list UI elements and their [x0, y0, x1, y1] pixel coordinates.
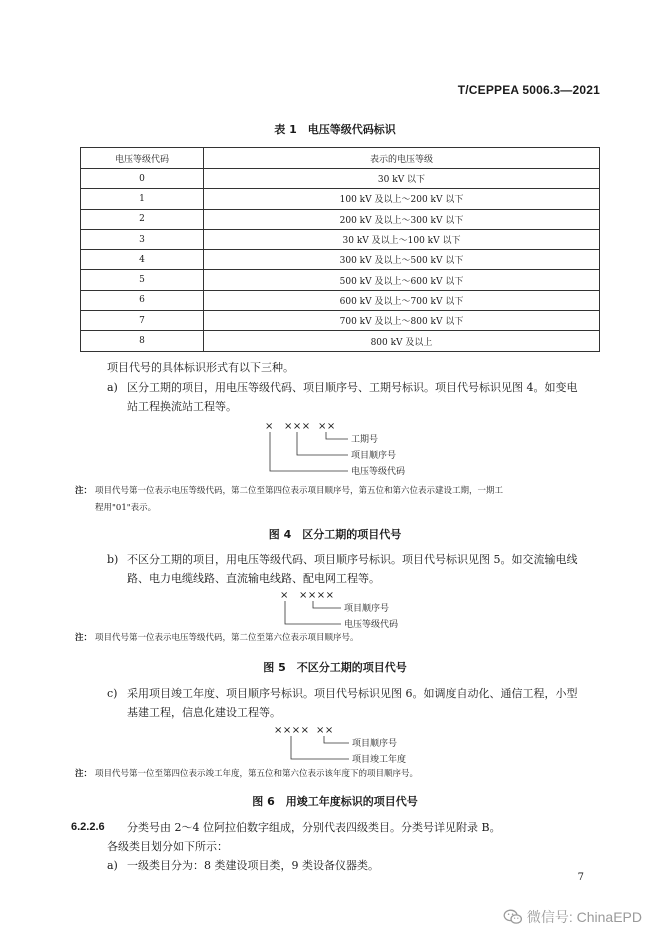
item-b-marker: b) [107, 553, 119, 566]
watermark: 微信号: ChinaEPD [503, 907, 642, 927]
page-number: 7 [577, 872, 584, 883]
section-line-1: 分类号由 2～4 位阿拉伯数字组成，分别代表四级类目。分类号详见附录 B。 [127, 821, 501, 834]
fig6-label-completion-year: 项目竣工年度 [352, 755, 407, 765]
fig4-label-phase: 工期号 [351, 435, 379, 445]
wechat-icon [503, 909, 523, 925]
fig4-code-digits-2-4: ××× [284, 421, 311, 432]
code-cell: 6 [81, 290, 204, 310]
code-cell: 4 [81, 250, 204, 270]
fig4-label-sequence: 项目顺序号 [351, 451, 397, 461]
item-c-text: 采用项目竣工年度、项目顺序号标识。项目代号标识见图 6。如调度自动化、通信工程，小型 基建工程，信息化建设工程等。 [127, 687, 578, 719]
voltage-cell: 500 kV 及以上～600 kV 以下 [204, 270, 600, 290]
section-number: 6.2.2.6 [71, 821, 105, 833]
fig6-note: 项目代号第一位至第四位表示竣工年度，第五位和第六位表示该年度下的项目顺序号。 [95, 769, 419, 779]
code-cell: 8 [81, 331, 204, 351]
code-cell: 2 [81, 209, 204, 229]
item-c-marker: c) [107, 687, 118, 700]
figure-5-caption: 图 5 不区分工期的项目代号 [263, 661, 407, 674]
code-cell: 0 [81, 169, 204, 189]
fig5-note-label: 注： [75, 633, 93, 643]
voltage-cell: 30 kV 以下 [204, 169, 600, 189]
column-header-voltage: 表示的电压等级 [204, 148, 600, 169]
section-line-2: 各级类目划分如下所示： [107, 840, 228, 853]
fig4-label-voltage-code: 电压等级代码 [351, 467, 406, 477]
fig5-code-digit-1: × [280, 590, 289, 601]
section-item-a-marker: a) [107, 859, 118, 872]
column-header-code: 电压等级代码 [81, 148, 204, 169]
figure-4-caption: 图 4 区分工期的项目代号 [268, 528, 402, 541]
fig4-note: 项目代号第一位表示电压等级代码，第二位至第四位表示项目顺序号，第五位和第六位表示建设工期，一期工 程用"01"表示。 [95, 486, 504, 513]
fig5-code-digits-2-5: ×××× [299, 590, 335, 601]
item-a-text: 区分工期的项目，用电压等级代码、项目顺序号、工期号标识。项目代号标识见图 4。如变电 站工程换流站工程等。 [127, 381, 578, 413]
fig6-note-label: 注： [75, 769, 93, 779]
standard-number: T/CEPPEA 5006.3—2021 [457, 83, 600, 97]
fig5-label-voltage-code: 电压等级代码 [344, 620, 399, 630]
item-b-text: 不区分工期的项目，用电压等级代码、项目顺序号标识。项目代号标识见图 5。如交流输电线 路、电力电缆线路、直流输电线路、配电网工程等。 [127, 553, 578, 585]
fig4-code-digits-5-6: ×× [318, 421, 336, 432]
fig6-label-sequence: 项目顺序号 [352, 739, 398, 749]
voltage-cell: 800 kV 及以上 [204, 331, 600, 351]
code-cell: 1 [81, 189, 204, 209]
intro-paragraph: 项目代号的具体标识形式有以下三种。 [107, 361, 294, 374]
voltage-cell: 100 kV 及以上～200 kV 以下 [204, 189, 600, 209]
voltage-cell: 200 kV 及以上～300 kV 以下 [204, 209, 600, 229]
section-item-a-text: 一级类目分为：8 类建设项目类，9 类设备仪器类。 [127, 859, 379, 872]
voltage-cell: 30 kV 及以上～100 kV 以下 [204, 229, 600, 249]
fig4-note-label: 注： [75, 486, 93, 496]
code-cell: 3 [81, 229, 204, 249]
code-cell: 5 [81, 270, 204, 290]
code-cell: 7 [81, 311, 204, 331]
fig6-code-digits-5-6: ×× [316, 725, 334, 736]
item-a-marker: a) [107, 381, 118, 394]
table-1-caption: 表 1 电压等级代码标识 [274, 123, 396, 136]
voltage-cell: 700 kV 及以上～800 kV 以下 [204, 311, 600, 331]
figure-6-caption: 图 6 用竣工年度标识的项目代号 [252, 795, 418, 808]
fig4-code-digit-1: × [265, 421, 274, 432]
voltage-cell: 300 kV 及以上～500 kV 以下 [204, 250, 600, 270]
fig6-code-digits-1-4: ×××× [274, 725, 310, 736]
fig5-label-sequence: 项目顺序号 [344, 604, 390, 614]
voltage-cell: 600 kV 及以上～700 kV 以下 [204, 290, 600, 310]
fig5-note: 项目代号第一位表示电压等级代码，第二位至第六位表示项目顺序号。 [95, 633, 359, 643]
